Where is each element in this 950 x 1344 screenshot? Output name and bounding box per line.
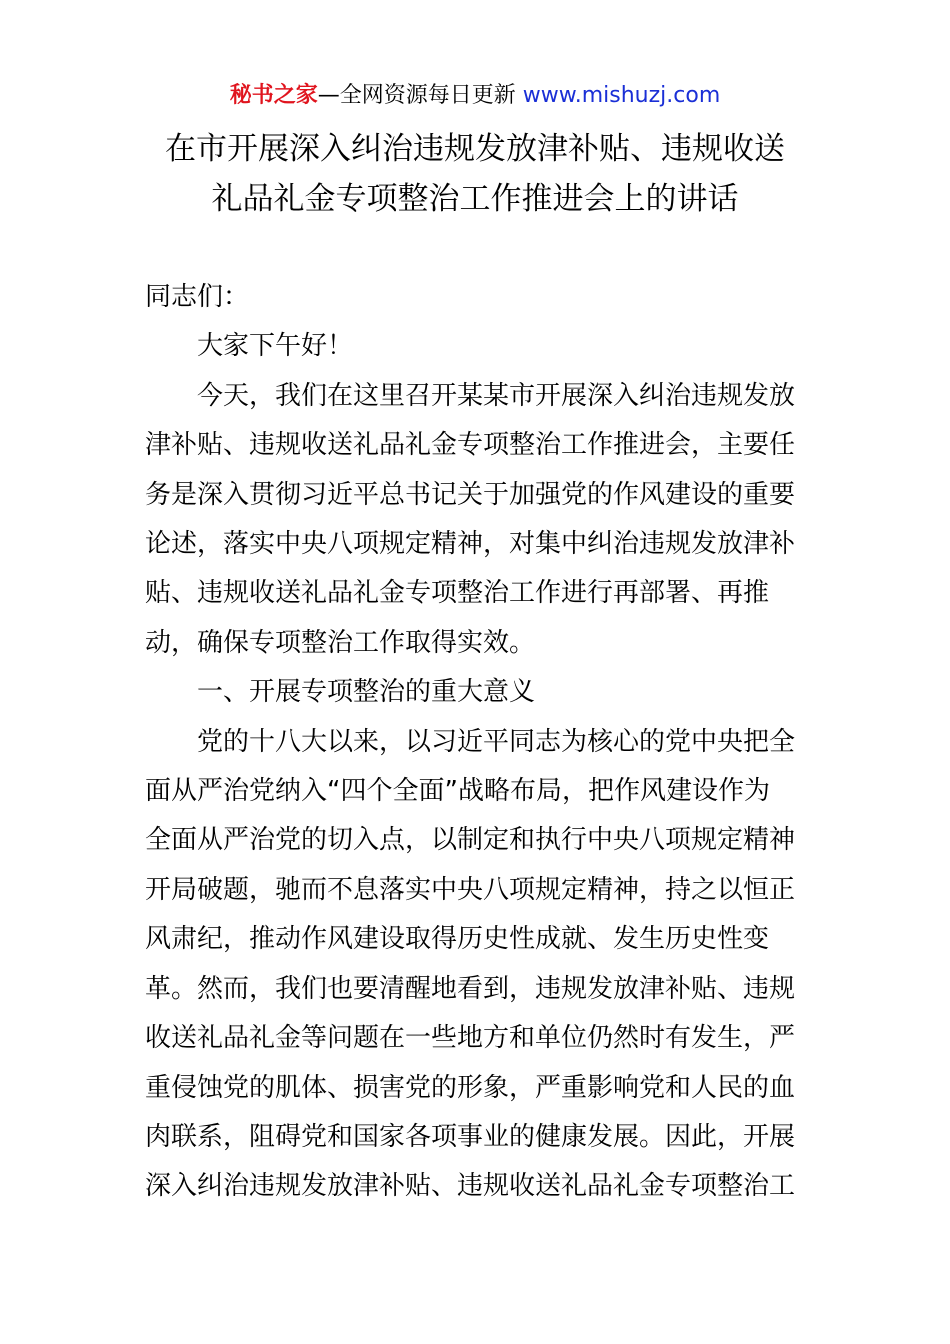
paragraph-line: 风肃纪，推动作风建设取得历史性成就、发生历史性变 [145,924,770,955]
paragraph-line: 贴、违规收送礼品礼金专项整治工作进行再部署、再推 [145,578,770,609]
paragraph-line: 今天，我们在这里召开某某市开展深入纠治违规发放 [197,380,796,411]
paragraph-line: 革。然而，我们也要清醒地看到，违规发放津补贴、违规 [145,973,796,1004]
document-title [0,124,950,224]
paragraph-line: 论述，落实中央八项规定精神，对集中纠治违规发放津补 [145,529,796,560]
paragraph-line: 全面从严治党的切入点，以制定和执行中央八项规定精神 [145,825,796,856]
paragraph-line: 动，确保专项整治工作取得实效。 [145,627,536,658]
title-line-2: 礼品礼金专项整治工作推进会上的讲话 [211,181,739,217]
paragraph-line: 面从严治党纳入“四个全面”战略布局，把作风建设作为 [145,776,770,807]
banner-brand: 秘书之家 [229,83,318,108]
paragraph-line: 肉联系，阻碍党和国家各项事业的健康发展。因此，开展 [145,1121,796,1152]
title-line-1: 在市开展深入纠治违规发放津补贴、违规收送 [165,131,785,167]
banner-url: www.mishuzj.com [522,83,721,108]
paragraph-line: 津补贴、违规收送礼品礼金专项整治工作推进会，主要任 [145,430,796,461]
paragraph-line: 收送礼品礼金等问题在一些地方和单位仍然时有发生，严 [145,1023,796,1054]
paragraph-significance [145,718,825,1212]
banner-tagline: —全网资源每日更新 [317,83,523,108]
paragraph-line: 深入纠治违规发放津补贴、违规收送礼品礼金专项整治工 [145,1171,796,1202]
document-body [145,273,825,1212]
paragraph-line: 重侵蚀党的肌体、损害党的形象，严重影响党和人民的血 [145,1072,796,1103]
section-heading: 一、开展专项整治的重大意义 [197,677,536,708]
site-banner [0,80,950,112]
paragraph-line: 党的十八大以来，以习近平同志为核心的党中央把全 [197,726,796,757]
paragraph-line: 开局破题，驰而不息落实中央八项规定精神，持之以恒正 [145,874,796,905]
salutation: 同志们： [145,282,250,312]
paragraph-intro [145,372,825,668]
paragraph-line: 务是深入贯彻习近平总书记关于加强党的作风建设的重要 [145,479,796,510]
greeting: 大家下午好！ [197,331,354,362]
